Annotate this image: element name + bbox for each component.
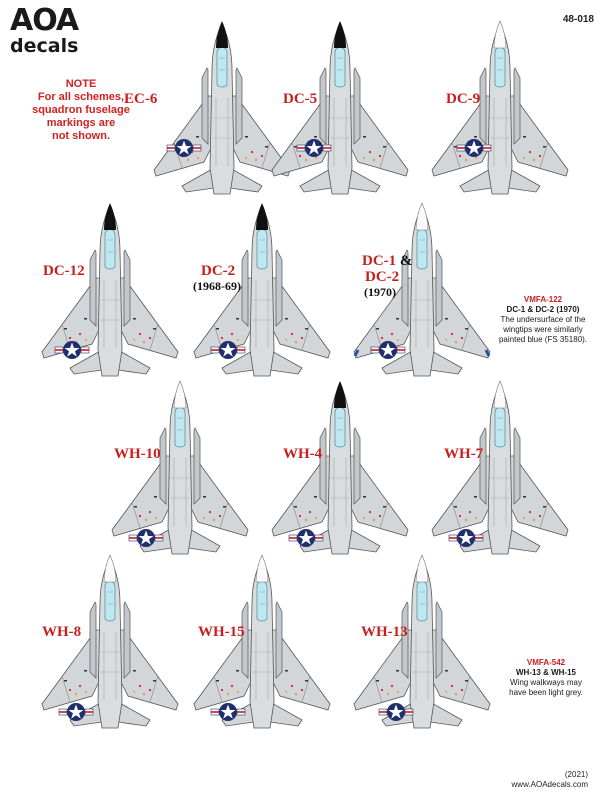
aircraft-drawing [270, 18, 410, 198]
aircraft-illustration-dc-9 [430, 18, 570, 198]
info-line: painted blue (FS 35180). [498, 335, 588, 344]
note-line: not shown. [51, 130, 111, 142]
footer-website: www.AOAdecals.com [511, 780, 588, 789]
aircraft-label-wh-7: WH-7 [444, 446, 484, 462]
note-line: squadron fuselage [32, 104, 130, 116]
logo-main-text: AOA [10, 3, 79, 38]
note-box [16, 78, 146, 143]
info-line: Wing walkways may [509, 678, 582, 687]
logo-sub-text: decals [10, 35, 79, 57]
aircraft-label-dc-2-years: (1968-69) [193, 279, 241, 293]
aircraft-illustration-wh-15 [192, 552, 332, 732]
aircraft-drawing [192, 552, 332, 732]
aircraft-label-ec-6: EC-6 [124, 91, 158, 107]
info-line: wingtips were similarly [503, 325, 583, 334]
aircraft-label-wh-10: WH-10 [114, 446, 161, 462]
aircraft-drawing [40, 200, 180, 380]
info-unit: VMFA-122 [523, 295, 563, 304]
aircraft-label-dc-2-year: (1970) [364, 285, 396, 299]
aircraft-drawing [430, 378, 570, 558]
aircraft-drawing [270, 378, 410, 558]
aircraft-label-dc-2: DC-2 [201, 263, 236, 279]
footer [512, 770, 588, 790]
brand-logo [10, 3, 79, 66]
info-schemes: WH-13 & WH-15 [515, 668, 576, 677]
aircraft-label-wh-15: WH-15 [198, 624, 245, 640]
aircraft-illustration-wh-13 [352, 552, 492, 732]
aircraft-drawing [40, 552, 180, 732]
aircraft-label-dc-2-1970: DC-2 [365, 269, 400, 285]
label-code: DC-1 [362, 253, 397, 269]
sheet-number: 48-018 [562, 14, 594, 25]
info-line: The undersurface of the [500, 315, 586, 324]
info-note-vmfa-122 [484, 295, 602, 345]
info-line: have been light grey. [509, 688, 583, 697]
aircraft-label-dc-12: DC-12 [43, 263, 85, 279]
aircraft-label-dc-1 [362, 253, 412, 269]
aircraft-illustration-dc-5 [270, 18, 410, 198]
aircraft-illustration-wh-4 [270, 378, 410, 558]
aircraft-drawing [430, 18, 570, 198]
aircraft-label-wh-4: WH-4 [283, 446, 323, 462]
note-line: For all schemes, [37, 91, 125, 103]
aircraft-label-wh-13: WH-13 [361, 624, 408, 640]
info-unit: VMFA-542 [526, 658, 566, 667]
label-ampersand: & [399, 253, 413, 269]
aircraft-label-dc-9: DC-9 [446, 91, 481, 107]
note-line: NOTE [65, 78, 97, 90]
aircraft-drawing [110, 378, 250, 558]
aircraft-label-dc-5: DC-5 [283, 91, 318, 107]
aircraft-label-wh-8: WH-8 [42, 624, 82, 640]
aircraft-illustration-wh-10 [110, 378, 250, 558]
aircraft-illustration-wh-8 [40, 552, 180, 732]
aircraft-illustration-dc-12 [40, 200, 180, 380]
footer-year: (2021) [564, 770, 588, 779]
aircraft-illustration-wh-7 [430, 378, 570, 558]
aircraft-drawing [352, 552, 492, 732]
note-line: markings are [46, 117, 116, 129]
info-schemes: DC-1 & DC-2 (1970) [506, 305, 580, 314]
info-note-vmfa-542 [496, 658, 596, 698]
